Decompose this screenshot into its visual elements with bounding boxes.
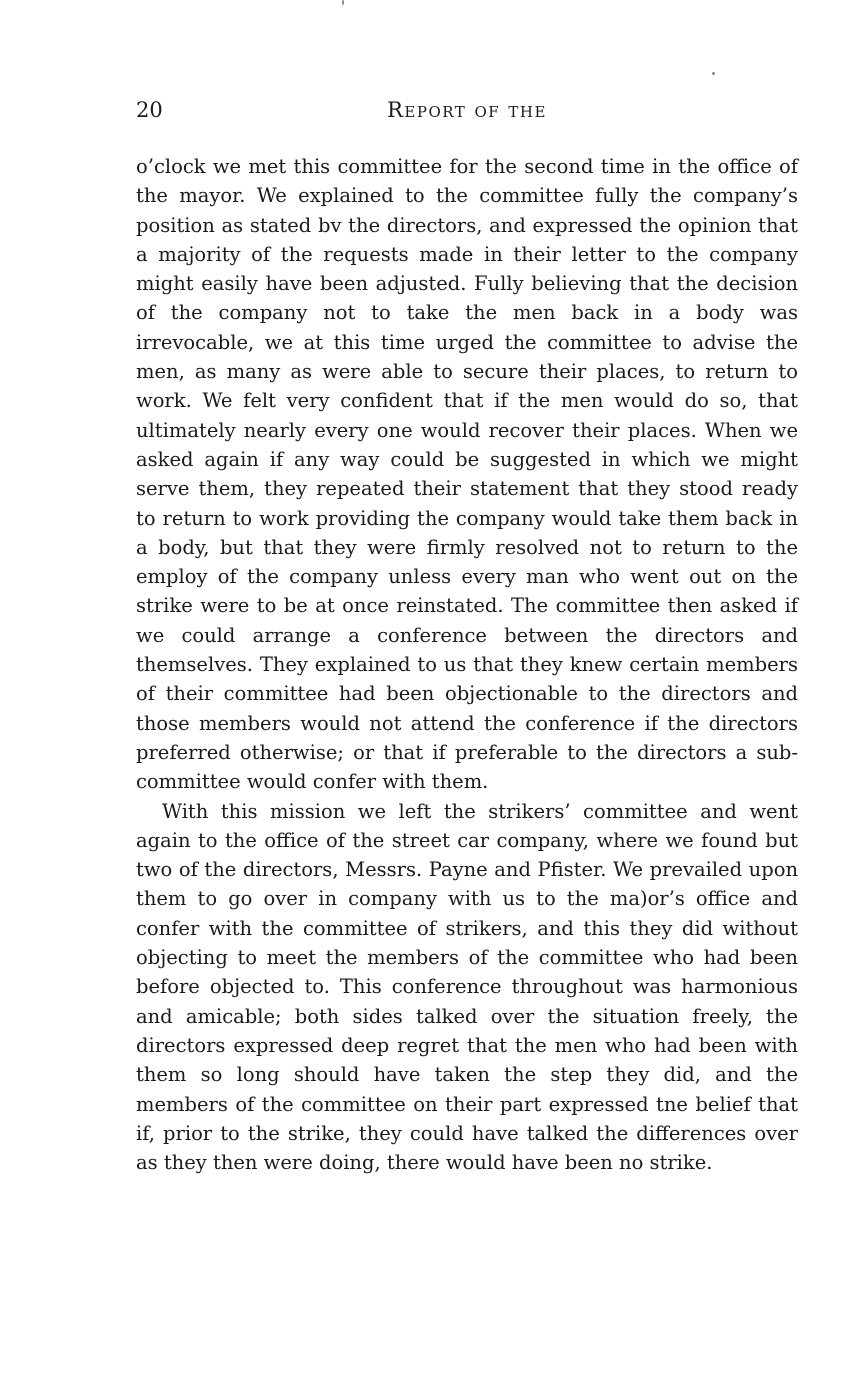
page-header <box>136 98 798 128</box>
scan-speck <box>342 0 344 5</box>
scan-speck <box>712 72 715 75</box>
page-number: 20 <box>136 98 163 122</box>
paragraph: With this mission we left the strikers’ committee and went again to the office of the street car company, where we found but two of the directors, Messrs. Payne and Pfister. We prevailed upon them to go over in company with us to the ma)or’s office and confer with the committee of strikers, and this they did without objecting to meet the members of the committee who had been before objected to. This conference throughout was harmonious and amicable; both sides talked over the situation freely, the directors expressed deep regret that the men who had been with them so long should have taken the step they did, and the members of the committee on their part expressed tne belief that if, prior to the strike, they could have talked the differences over as they then were doing, there would have been no strike. <box>136 799 798 1175</box>
paragraph: o’clock we met this committee for the second time in the office of the mayor. We explained to the committee fully the company’s position as stated bv the directors, and expressed the opinion that a majority of the requests made in their letter to the company might easily have been adjusted. Fully believing that the decision of the company not to take the men back in a body was irrevocable, we at this time urged the committee to advise the men, as many as were able to secure their places, to return to work. We felt very confident that if the men would do so, that ultimately nearly every one would recover their places. When we asked again if any way could be suggested in which we might serve them, they repeated their statement that they stood ready to return to work providing the company would take them back in a body, but that they were firmly resolved not to return to the employ of the company unless every man who went out on the strike were to be at once reinstated. The committee then asked if we could arrange a conference between the directors and themselves. They explained to us that they knew certain members of their committee had been objectionable to the directors and those members would not attend the conference if the directors preferred otherwise; or that if preferable to the directors a sub-committee would confer with them. <box>136 155 798 794</box>
running-head: Report of the <box>387 98 547 122</box>
body-text <box>136 152 798 1177</box>
